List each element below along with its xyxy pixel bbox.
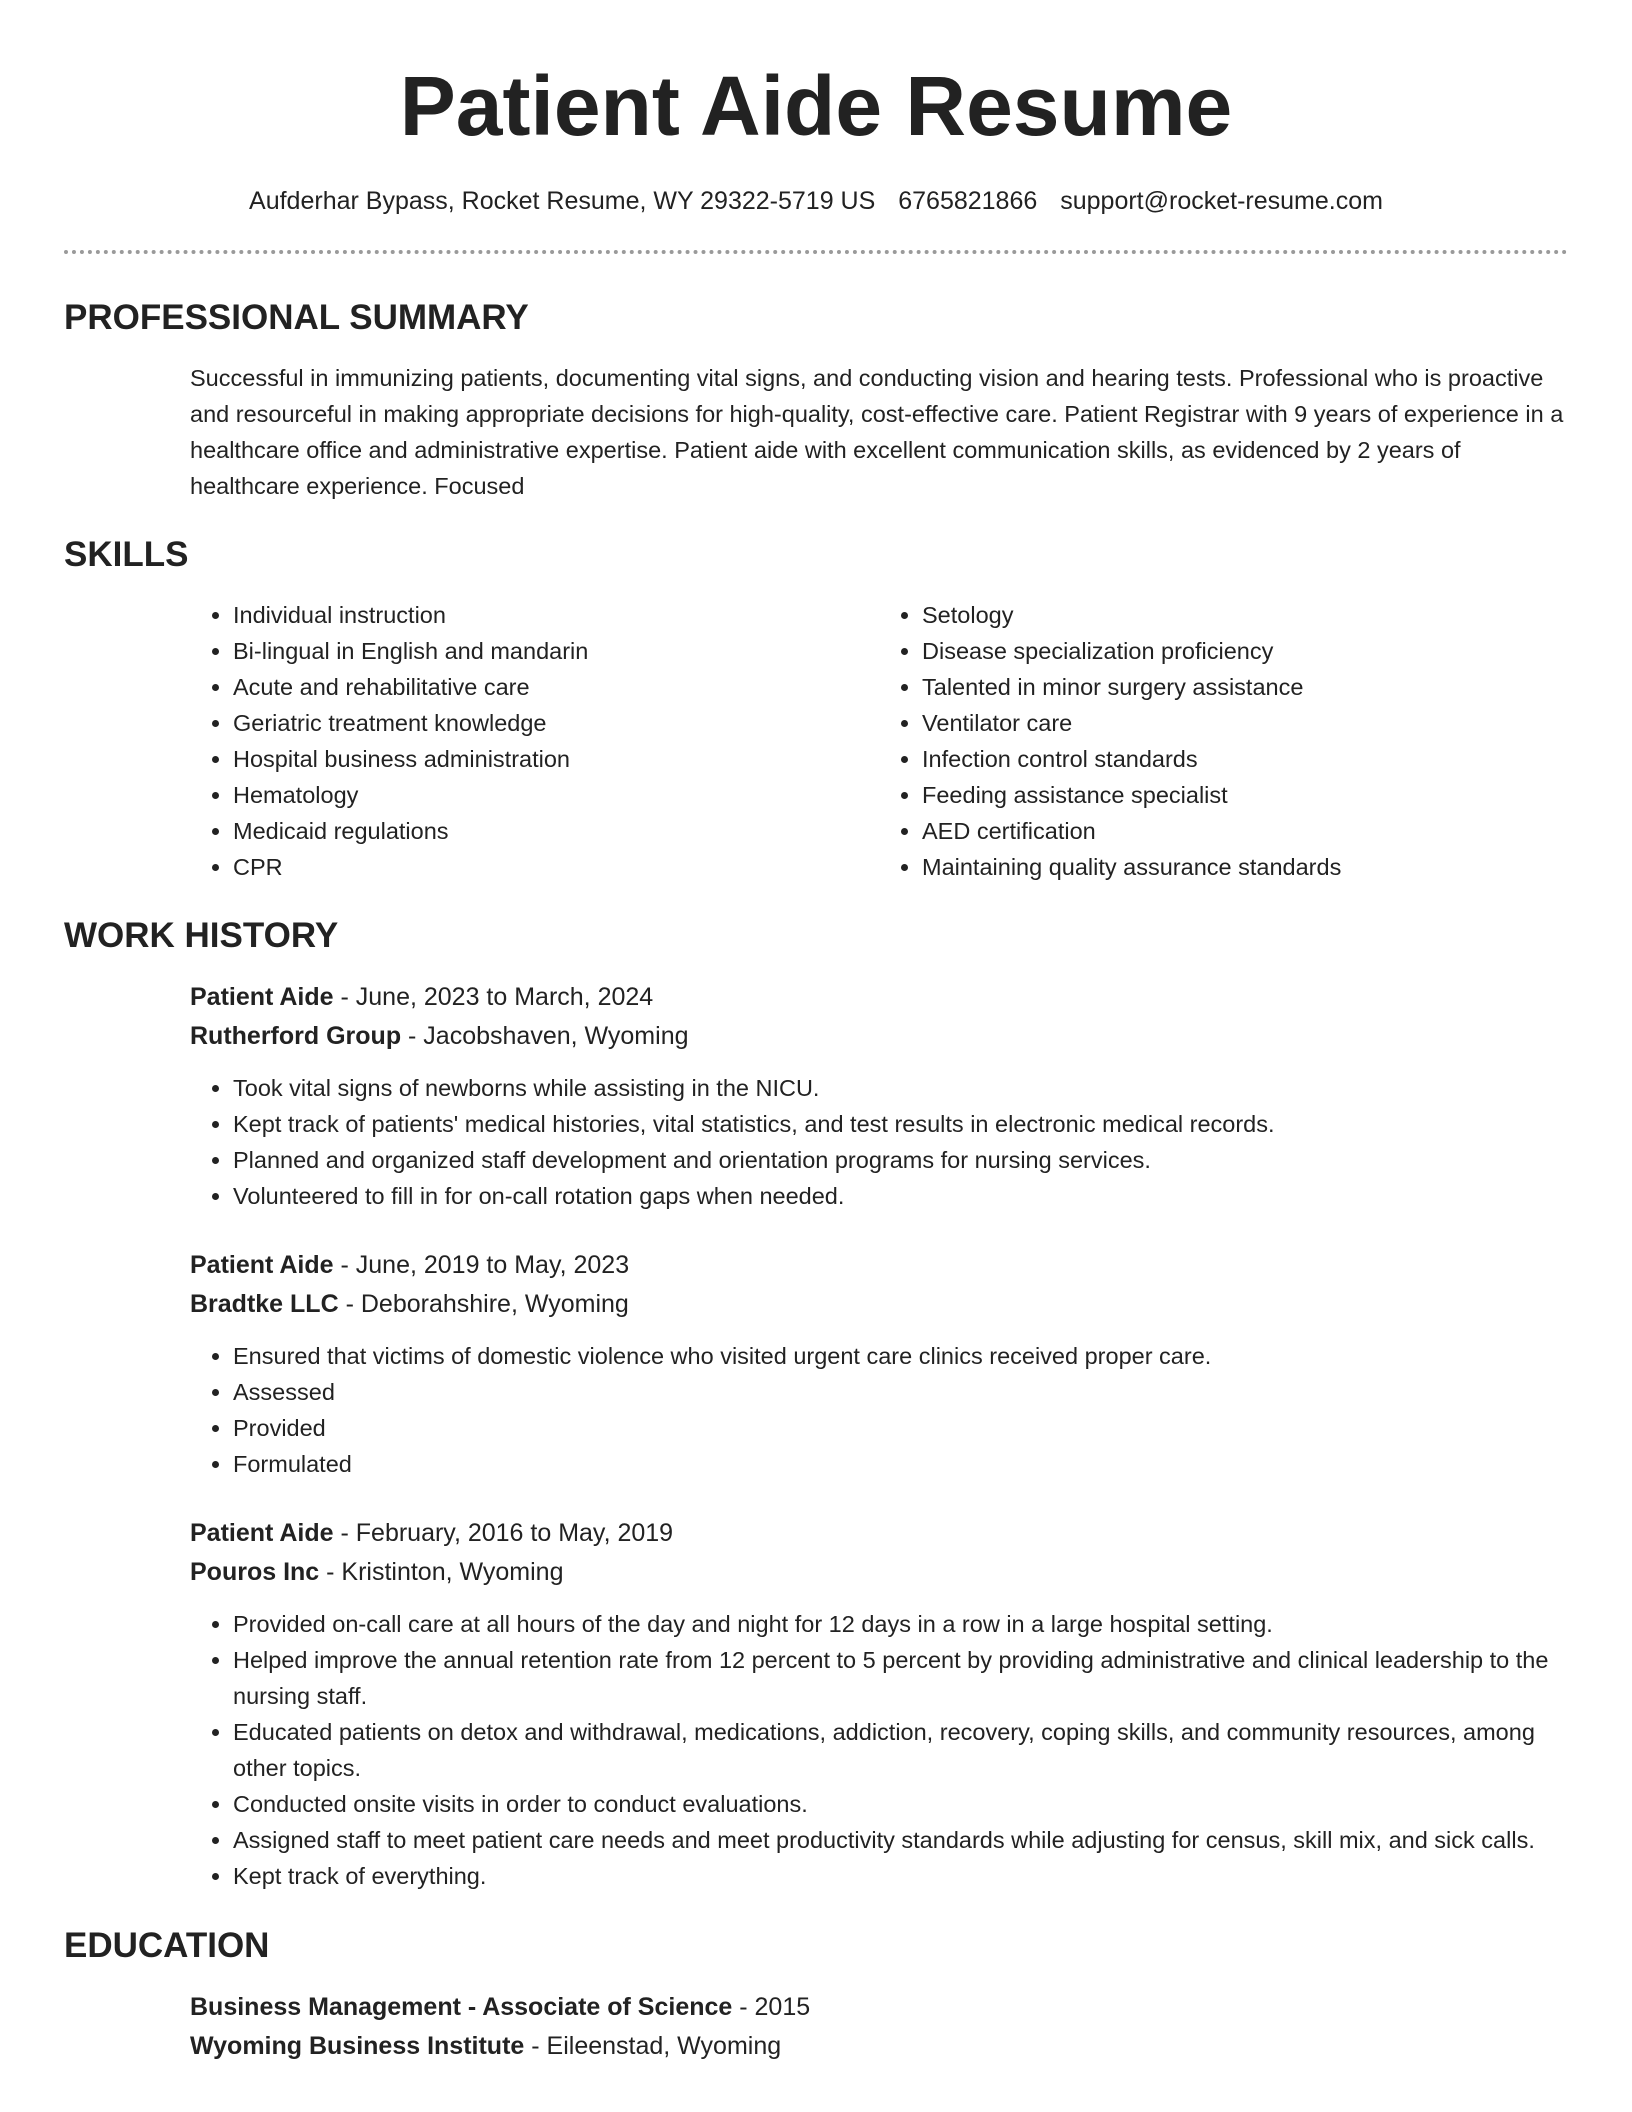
skill-item: • Hematology [233,777,879,813]
job-bullets [190,1338,1568,1482]
education-school-line [190,2027,1568,2066]
education-entry [190,1988,1568,2066]
summary-text: Successful in immunizing patients, documenting vital signs, and conducting vision and hearing tests. Professional who is proactive and resourceful in making appropriate decisions for high-quality, cost-effective care. Patient Registrar with 9 years of experience in a healthcare office and administrative expertise. Patient aide with excellent communication skills, as evidenced by 2 years of healthcare experience. Focused [190,365,1564,499]
job-company: Rutherford Group [190,1022,402,1050]
job-title: Patient Aide [190,1519,334,1547]
contact-address: Aufderhar Bypass, Rocket Resume, WY 29322-5719 US [249,187,876,215]
job-company-line [190,1285,1568,1324]
contact-phone: 6765821866 [898,187,1038,215]
job-company-line [190,1553,1568,1592]
work-heading: WORK HISTORY [64,916,339,955]
education-location: - Eileenstad, Wyoming [524,2032,782,2060]
job-bullet: • Planned and organized staff development and orientation programs for nursing services. [233,1142,1568,1178]
contact-email: support@rocket-resume.com [1060,187,1383,215]
job-location: - Kristinton, Wyoming [319,1558,564,1586]
job-bullet: • Conducted onsite visits in order to conduct evaluations. [233,1786,1568,1822]
job-location: - Deborahshire, Wyoming [338,1290,629,1318]
job-title-line [190,1246,1568,1285]
job-company: Bradtke LLC [190,1290,339,1318]
education-degree: Business Management - Associate of Science [190,1993,733,2021]
job-entry [190,1246,1568,1482]
education-degree-line [190,1988,1568,2027]
contact-line [0,184,1632,218]
skill-item: • AED certification [922,813,1568,849]
skill-item: • Ventilator care [922,705,1568,741]
job-entry [190,1514,1568,1894]
skill-item: • Setology [922,597,1568,633]
job-bullet: • Assigned staff to meet patient care needs and meet productivity standards while adjusting for census, skill mix, and sick calls. [233,1822,1568,1858]
skill-item: • Bi-lingual in English and mandarin [233,633,879,669]
job-bullet: • Took vital signs of newborns while assisting in the NICU. [233,1070,1568,1106]
job-bullet: • Kept track of everything. [233,1858,1568,1894]
job-company-line [190,1017,1568,1056]
skill-item: • Geriatric treatment knowledge [233,705,879,741]
skill-item: • Acute and rehabilitative care [233,669,879,705]
education-heading: EDUCATION [64,1926,270,1965]
skill-item: • Disease specialization proficiency [922,633,1568,669]
job-title: Patient Aide [190,983,334,1011]
job-dates: - June, 2023 to March, 2024 [333,983,654,1011]
header-divider [64,250,1568,254]
skill-item: • Medicaid regulations [233,813,879,849]
job-bullet: • Educated patients on detox and withdrawal, medications, addiction, recovery, coping skills, and community resources, among other topics. [233,1714,1568,1786]
job-entry [190,978,1568,1214]
education-school: Wyoming Business Institute [190,2032,525,2060]
job-dates: - June, 2019 to May, 2023 [333,1251,630,1279]
skills-column-right [879,597,1568,885]
skill-item: • Infection control standards [922,741,1568,777]
job-location: - Jacobshaven, Wyoming [401,1022,689,1050]
skill-item: • Individual instruction [233,597,879,633]
skill-item: • Talented in minor surgery assistance [922,669,1568,705]
job-title: Patient Aide [190,1251,334,1279]
job-bullet: • Provided on-call care at all hours of the day and night for 12 days in a row in a large hospital setting. [233,1606,1568,1642]
job-bullet: • Kept track of patients' medical histories, vital statistics, and test results in electronic medical records. [233,1106,1568,1142]
skills-heading: SKILLS [64,535,189,574]
job-bullet: • Assessed [233,1374,1568,1410]
job-bullets [190,1070,1568,1214]
skill-item: • Maintaining quality assurance standards [922,849,1568,885]
job-bullets [190,1606,1568,1894]
job-title-line [190,1514,1568,1553]
summary-heading: PROFESSIONAL SUMMARY [64,298,529,337]
page-title: Patient Aide Resume [399,59,1233,153]
skills-column-left [190,597,879,885]
job-bullet: • Formulated [233,1446,1568,1482]
skill-item: • Feeding assistance specialist [922,777,1568,813]
job-bullet: • Provided [233,1410,1568,1446]
job-bullet: • Helped improve the annual retention rate from 12 percent to 5 percent by providing administrative and clinical leadership to the nursing staff. [233,1642,1568,1714]
job-dates: - February, 2016 to May, 2019 [333,1519,674,1547]
skill-item: • CPR [233,849,879,885]
skills-list [190,597,1568,885]
education-year: - 2015 [732,1993,811,2021]
skill-item: • Hospital business administration [233,741,879,777]
job-bullet: • Volunteered to fill in for on-call rotation gaps when needed. [233,1178,1568,1214]
job-bullet: • Ensured that victims of domestic violence who visited urgent care clinics received proper care. [233,1338,1568,1374]
job-title-line [190,978,1568,1017]
job-company: Pouros Inc [190,1558,320,1586]
